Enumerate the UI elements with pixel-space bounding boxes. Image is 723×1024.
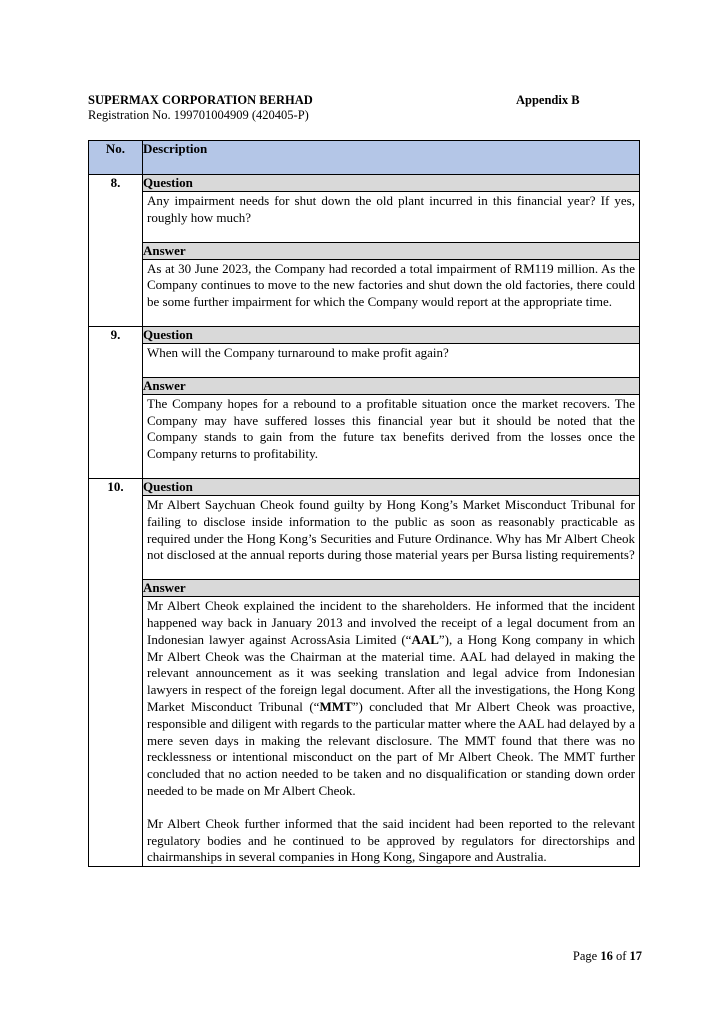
registration-number: Registration No. 199701004909 (420405-P) <box>88 108 309 122</box>
table-row <box>89 175 640 192</box>
question-label: Question <box>143 175 640 192</box>
column-header-description: Description <box>143 141 640 175</box>
item-number: 9. <box>89 326 143 478</box>
answer-label: Answer <box>143 242 640 259</box>
mmt-abbreviation: MMT <box>319 698 353 714</box>
table-row <box>89 326 640 343</box>
question-text: When will the Company turnaround to make profit again? <box>147 344 449 360</box>
item-number: 10. <box>89 478 143 866</box>
answer-cell <box>143 394 640 478</box>
question-text: Mr Albert Saychuan Cheok found guilty by Hong Kong’s Market Misconduct Tribunal for failing to disclose inside information to the public as soon as reasonably practicable as required under the Hong Kong’s Securities and Future Ordinance. Why has Mr Albert Cheok not disclosed at the annual reports during those material years per Bursa listing requirements? <box>147 496 635 563</box>
qa-table <box>88 140 640 867</box>
table-row <box>89 478 640 495</box>
answer-cell <box>143 259 640 326</box>
answer-label: Answer <box>143 580 640 597</box>
answer-cell <box>143 597 640 867</box>
table-header-row <box>89 141 640 175</box>
question-cell <box>143 192 640 243</box>
answer-text: The Company hopes for a rebound to a profitable situation once the market recovers. The Company may have suffered losses this financial year but it should be noted that the Company stands to gain from the future tax benefits derived from the losses once the Company returns to profitability. <box>147 395 635 462</box>
aal-abbreviation: AAL <box>411 631 439 647</box>
question-cell <box>143 495 640 579</box>
answer-label: Answer <box>143 377 640 394</box>
column-header-no: No. <box>89 141 143 175</box>
question-text: Any impairment needs for shut down the old plant incurred in this financial year? If yes, roughly how much? <box>147 193 635 225</box>
company-name: SUPERMAX CORPORATION BERHAD <box>88 93 313 107</box>
appendix-label: Appendix B <box>516 93 580 107</box>
question-label: Question <box>143 326 640 343</box>
answer-paragraph-2: Mr Albert Cheok further informed that the said incident had been reported to the relevant regulatory bodies and he continued to be approved by regulators for directorships and chairmanships in several companies in Hong Kong, Singapore and Australia. <box>147 815 635 865</box>
item-number: 8. <box>89 175 143 327</box>
question-label: Question <box>143 478 640 495</box>
question-cell <box>143 343 640 377</box>
answer-text: As at 30 June 2023, the Company had recorded a total impairment of RM119 million. As the Company continues to move to the new factories and shut down the old factories, there could be some further impairment for which the Company would report at the appropriate time. <box>147 260 635 310</box>
answer-paragraph-1: Mr Albert Cheok explained the incident to the shareholders. He informed that the incident happened way back in January 2013 and involved the receipt of a legal document from an Indonesian lawyer against AcrossAsia Limited (“AAL”), a Hong Kong company in which Mr Albert Cheok was the Chairman at the material time. AAL had delayed in making the relevant announcement as it was seeking translation and legal advice from Indonesian lawyers in respect of the foreign legal document. After all the investigations, the Hong Kong Market Misconduct Tribunal (“MMT”) concluded that Mr Albert Cheok was proactive, responsible and diligent with regards to the particular matter where the AAL had delayed by a mere seven days in making the relevant disclosure. The MMT found that there was no recklessness or intentional misconduct on the part of Mr Albert Cheok. The MMT further concluded that no action needed to be taken and no disqualification or standing down order needed to be made on Mr Albert Cheok. <box>147 598 636 798</box>
page-number: Page 16 of 17 <box>572 949 642 963</box>
document-header <box>88 93 648 123</box>
